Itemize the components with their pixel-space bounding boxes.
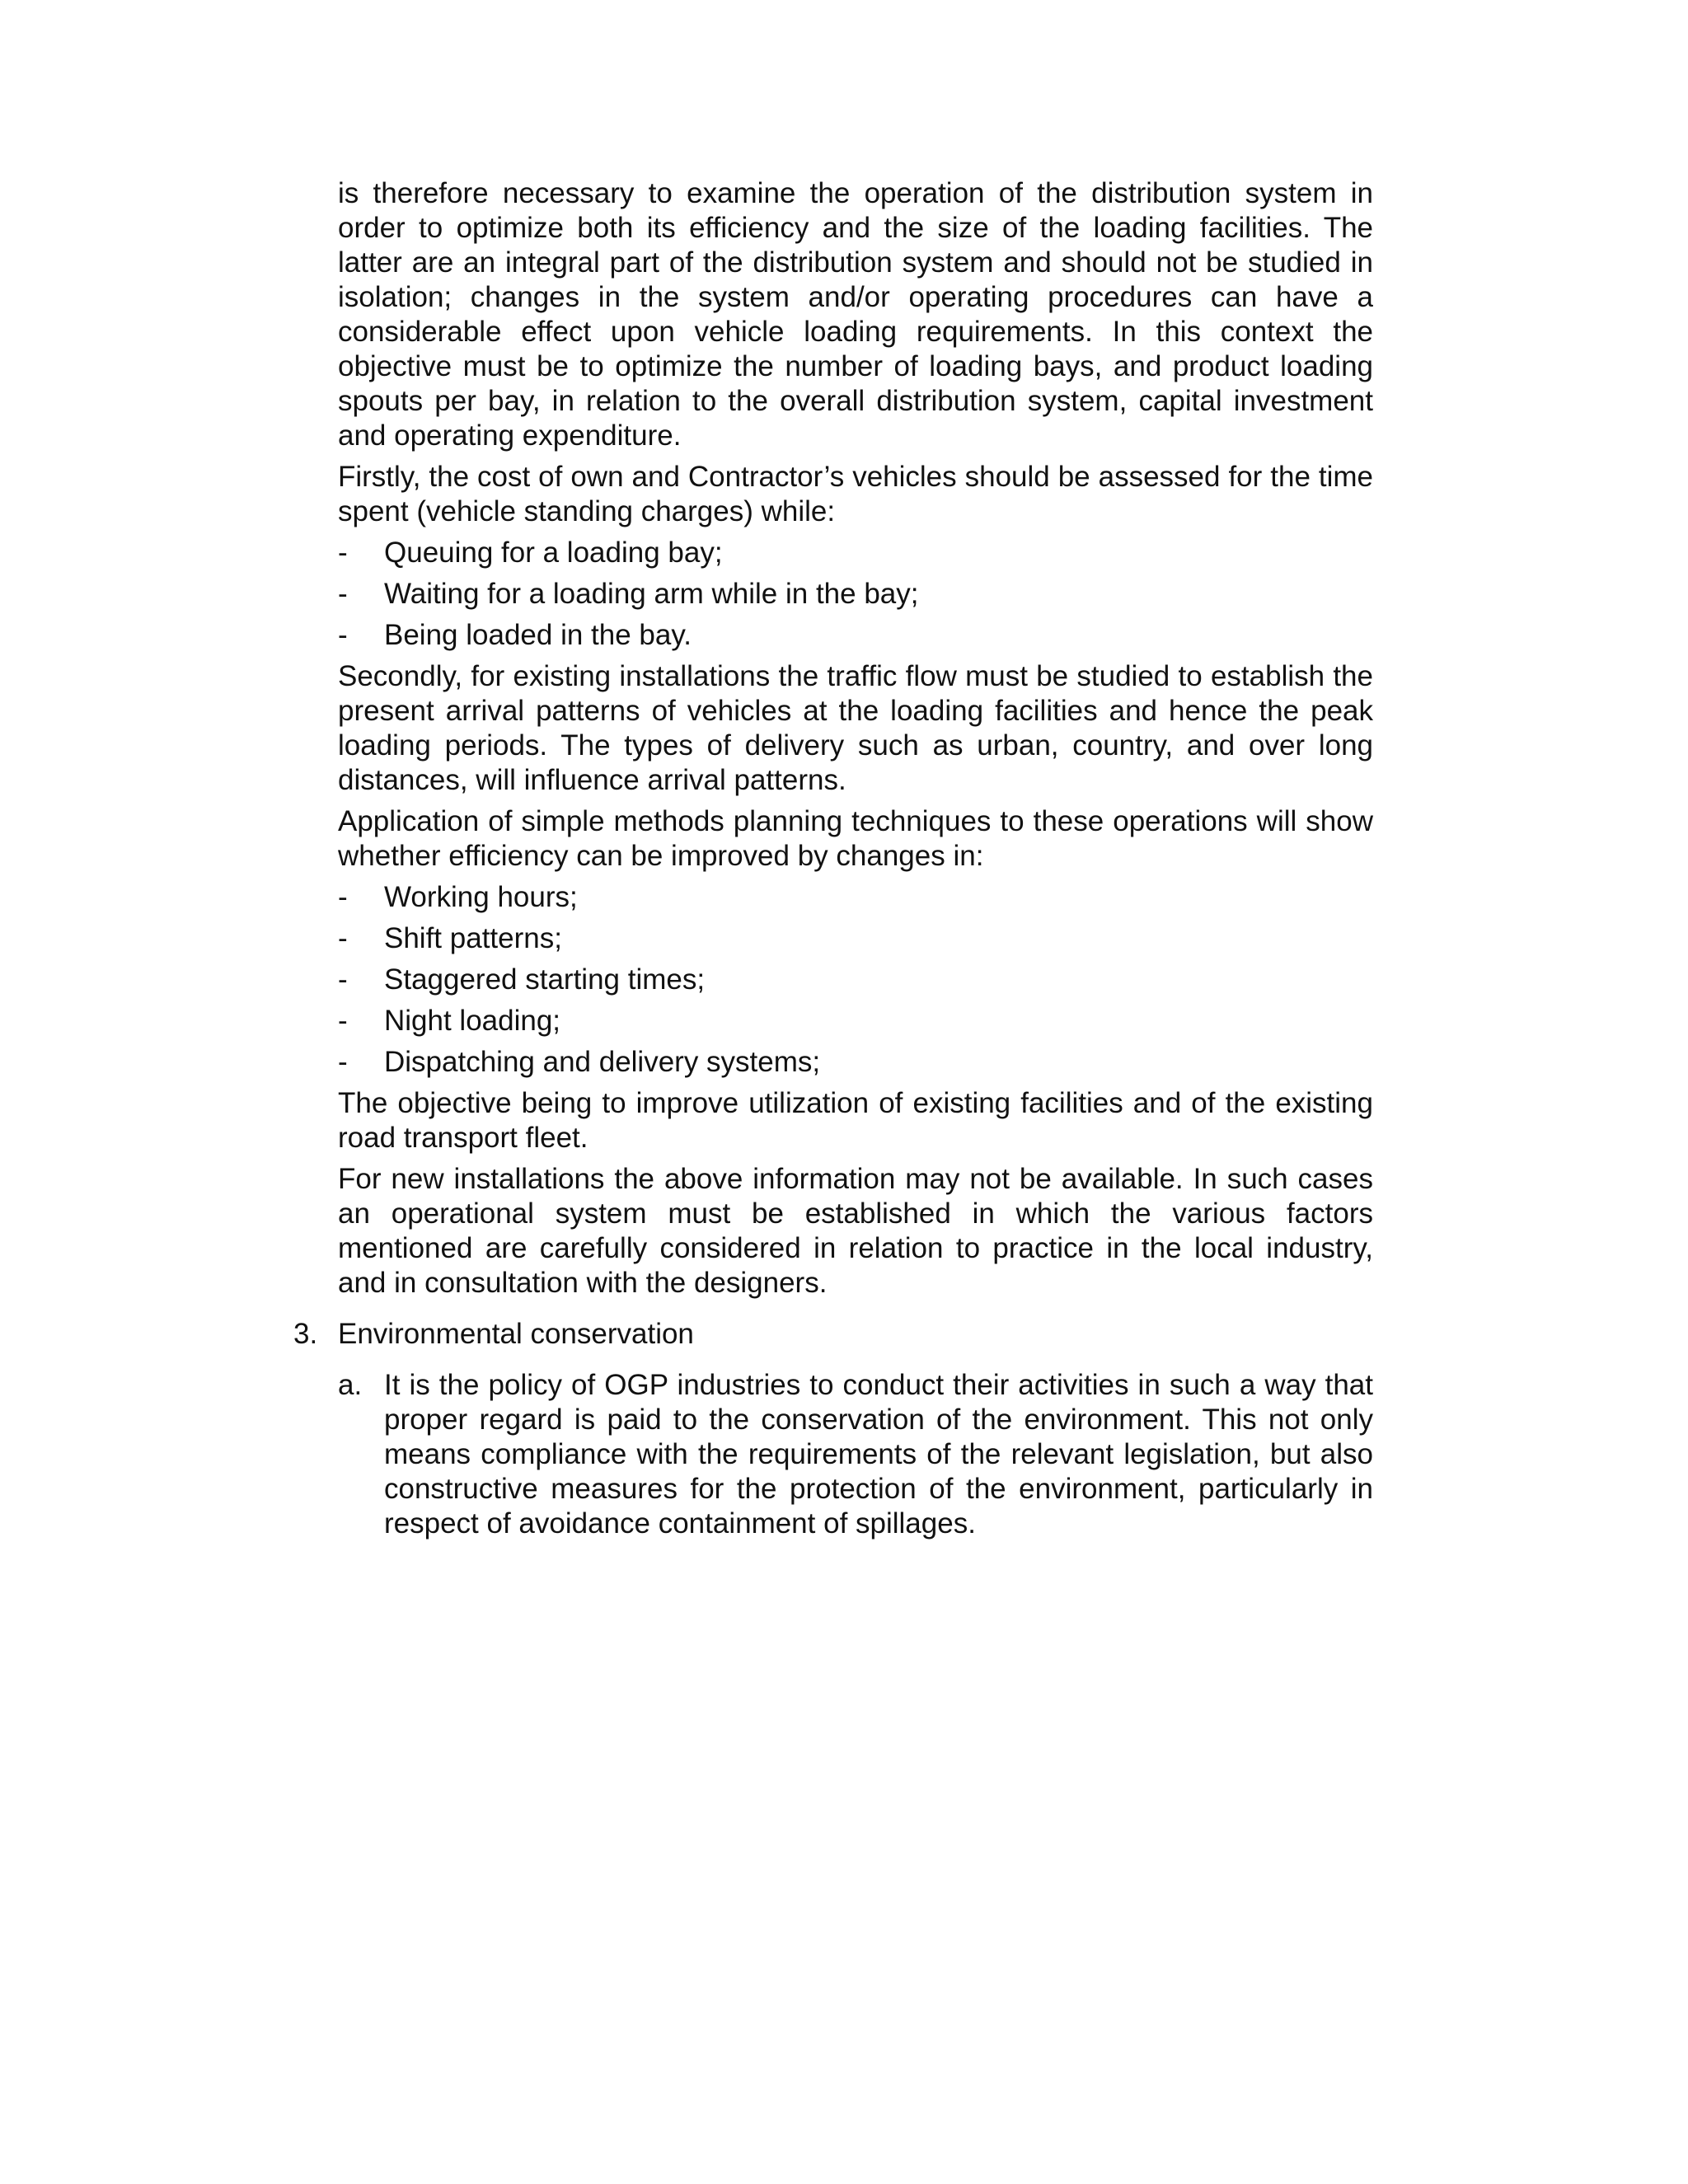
list-item: - Dispatching and delivery systems; (338, 1046, 821, 1078)
section-number: 3. (293, 1318, 318, 1350)
paragraph-vehicle-cost: Firstly, the cost of own and Contractor’s vehicles should be assessed for the time spent (vehicle standing charges) while: (338, 461, 1373, 527)
list-item: - Staggered starting times; (338, 963, 706, 996)
list-item: - Night loading; (338, 1005, 561, 1037)
dash-bullet: - (338, 578, 348, 610)
subsection-text: It is the policy of OGP industries to conduct their activities in such a way that proper regard is paid to the conservation of the environment. This not only means compliance with the requirements of the relevant legislation, but also constructive measures for the protection of the environment, particularly in respect of avoidance containment of spillages. (384, 1369, 1373, 1540)
paragraph-planning-techniques: Application of simple methods planning techniques to these operations will show whether efficiency can be improved by changes in: (338, 805, 1373, 872)
list-item: - Queuing for a loading bay; (338, 537, 723, 569)
dash-bullet: - (338, 922, 348, 954)
document-body (293, 176, 1373, 1541)
dash-bullet: - (338, 1046, 348, 1078)
paragraph-distribution-system: is therefore necessary to examine the operation of the distribution system in order to optimize both its efficiency and the size of the loading facilities. The latter are an integral part of the distribution system and should not be studied in isolation; changes in the system and/or operating procedures can have a considerable effect upon vehicle loading requirements. In this context the objective must be to optimize the number of loading bays, and product loading spouts per bay, in relation to the overall distribution system, capital investment and operating expenditure. (338, 177, 1373, 452)
list-item: - Waiting for a loading arm while in the bay; (338, 578, 919, 610)
list-item: - Working hours; (338, 881, 578, 913)
paragraph-traffic-flow: Secondly, for existing installations the traffic flow must be studied to establish the present arrival patterns of vehicles at the loading facilities and hence the peak loading periods. The types of delivery such as urban, country, and over long distances, will influence arrival patterns. (338, 660, 1373, 796)
subsection-a (338, 1368, 1373, 1541)
section-title: Environmental conservation (338, 1318, 694, 1350)
list-item: - Being loaded in the bay. (338, 619, 692, 651)
list-time-spent (338, 536, 1373, 653)
dash-bullet: - (338, 619, 348, 651)
list-efficiency-changes (338, 880, 1373, 1080)
dash-bullet: - (338, 963, 348, 996)
dash-bullet: - (338, 881, 348, 913)
dash-bullet: - (338, 537, 348, 569)
section-environmental-conservation (293, 1317, 1373, 1352)
list-item: - Shift patterns; (338, 922, 562, 954)
paragraph-objective: The objective being to improve utilization of existing facilities and of the existing road transport fleet. (338, 1087, 1373, 1154)
dash-bullet: - (338, 1005, 348, 1037)
paragraph-new-installations: For new installations the above information may not be available. In such cases an operational system must be established in which the various factors mentioned are carefully considered in relation to practice in the local industry, and in consultation with the designers. (338, 1163, 1373, 1299)
subsection-letter: a. (338, 1369, 363, 1401)
